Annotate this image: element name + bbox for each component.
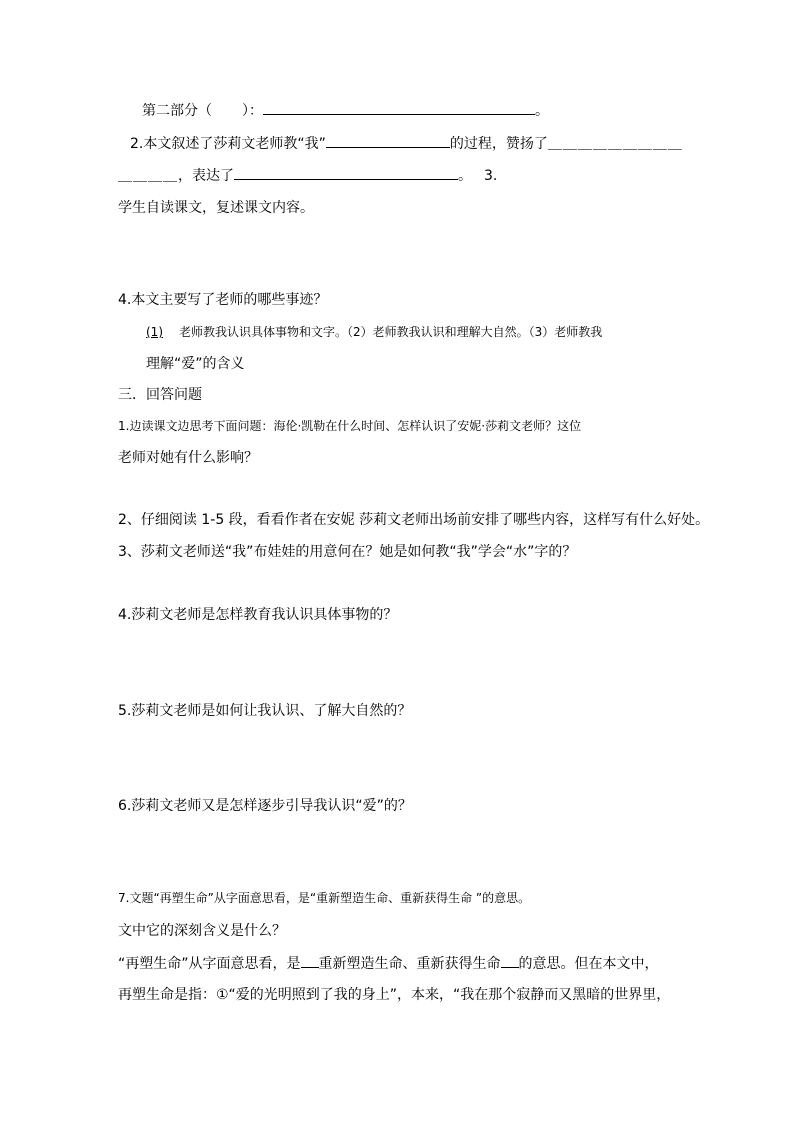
q4-ans-text: 老师教我认识具体事物和文字。（2）老师教我认识和理解大自然。（3）老师教我 [179, 325, 603, 339]
rq5: 5.莎莉文老师是如何让我认识、了解大自然的？ [118, 703, 412, 719]
q3-text: 学生自读课文，复述课文内容。 [118, 200, 314, 216]
rq7-answer-line [118, 957, 659, 971]
q2-end: 。 [458, 168, 472, 184]
q4-title: 4.本文主要写了老师的哪些事迹？ [118, 292, 328, 308]
rq3: 3、莎莉文老师送“我”布娃娃的用意何在？她是如何教“我”学会“水”字的？ [118, 544, 577, 560]
rq7-line4: 再塑生命是指：①“爱的光明照到了我的身上”，本来，“我在那个寂静而又黑暗的世界里， [118, 987, 671, 1003]
part2-line [142, 104, 549, 118]
q4-ans-num: (1) [146, 325, 163, 339]
rq7-line1: 7.文题“再塑生命”从字面意思看，是“重新塑造生命、重新获得生命 ”的意思。 [118, 891, 531, 905]
q2-start: 2.本文叙述了莎莉文老师教“我” [130, 136, 326, 152]
rq1-line1: 1.边读课文边思考下面问题：海伦·凯勒在什么时间、怎样认识了安妮·莎莉文老师？这位 [118, 419, 582, 433]
rq7-fill-post [501, 967, 519, 968]
q2-blank1[interactable] [326, 137, 450, 148]
q2-line1 [130, 137, 683, 151]
q4-answer-line1 [146, 326, 602, 338]
rq1-line2: 老师对她有什么影响？ [118, 450, 258, 466]
q4-answer-line2: 理解“爱”的含义 [146, 356, 245, 372]
q2-line2 [118, 169, 497, 183]
part2-blank[interactable] [263, 104, 535, 115]
rq6: 6.莎莉文老师又是怎样逐步引导我认识“爱”的？ [118, 798, 412, 814]
part2-paren-close: ）： [242, 103, 263, 119]
q2-dashes2[interactable]: ＿＿＿＿ [118, 168, 178, 184]
q2-express: ，表达了 [178, 168, 234, 184]
section3-heading: 三．回答问题 [118, 387, 202, 403]
rq7-fill-pre [301, 967, 319, 968]
rq2: 2、仔细阅读 1-5 段，看看作者在安妮 莎莉文老师出场前安排了哪些内容，这样写有什么好处。 [118, 512, 710, 528]
q2-next-num: 3. [484, 168, 498, 184]
part2-end: 。 [535, 103, 549, 119]
rq7-ans-a: “再塑生命”从字面意思看，是 [118, 956, 301, 972]
q2-blank2[interactable] [234, 169, 458, 180]
q2-dashes1[interactable]: ＿＿＿＿＿＿＿＿＿ [547, 136, 683, 152]
rq7-ans-b: 的意思。但在本文中， [518, 956, 659, 972]
part2-label: 第二部分（ [142, 103, 212, 119]
q2-mid: 的过程，赞扬了 [449, 136, 548, 152]
rq4: 4.莎莉文老师是怎样教育我认识具体事物的？ [118, 607, 398, 623]
rq7-line2: 文中它的深刻含义是什么？ [118, 923, 286, 939]
rq7-ans-fill: 重新塑造生命、重新获得生命 [318, 956, 501, 972]
